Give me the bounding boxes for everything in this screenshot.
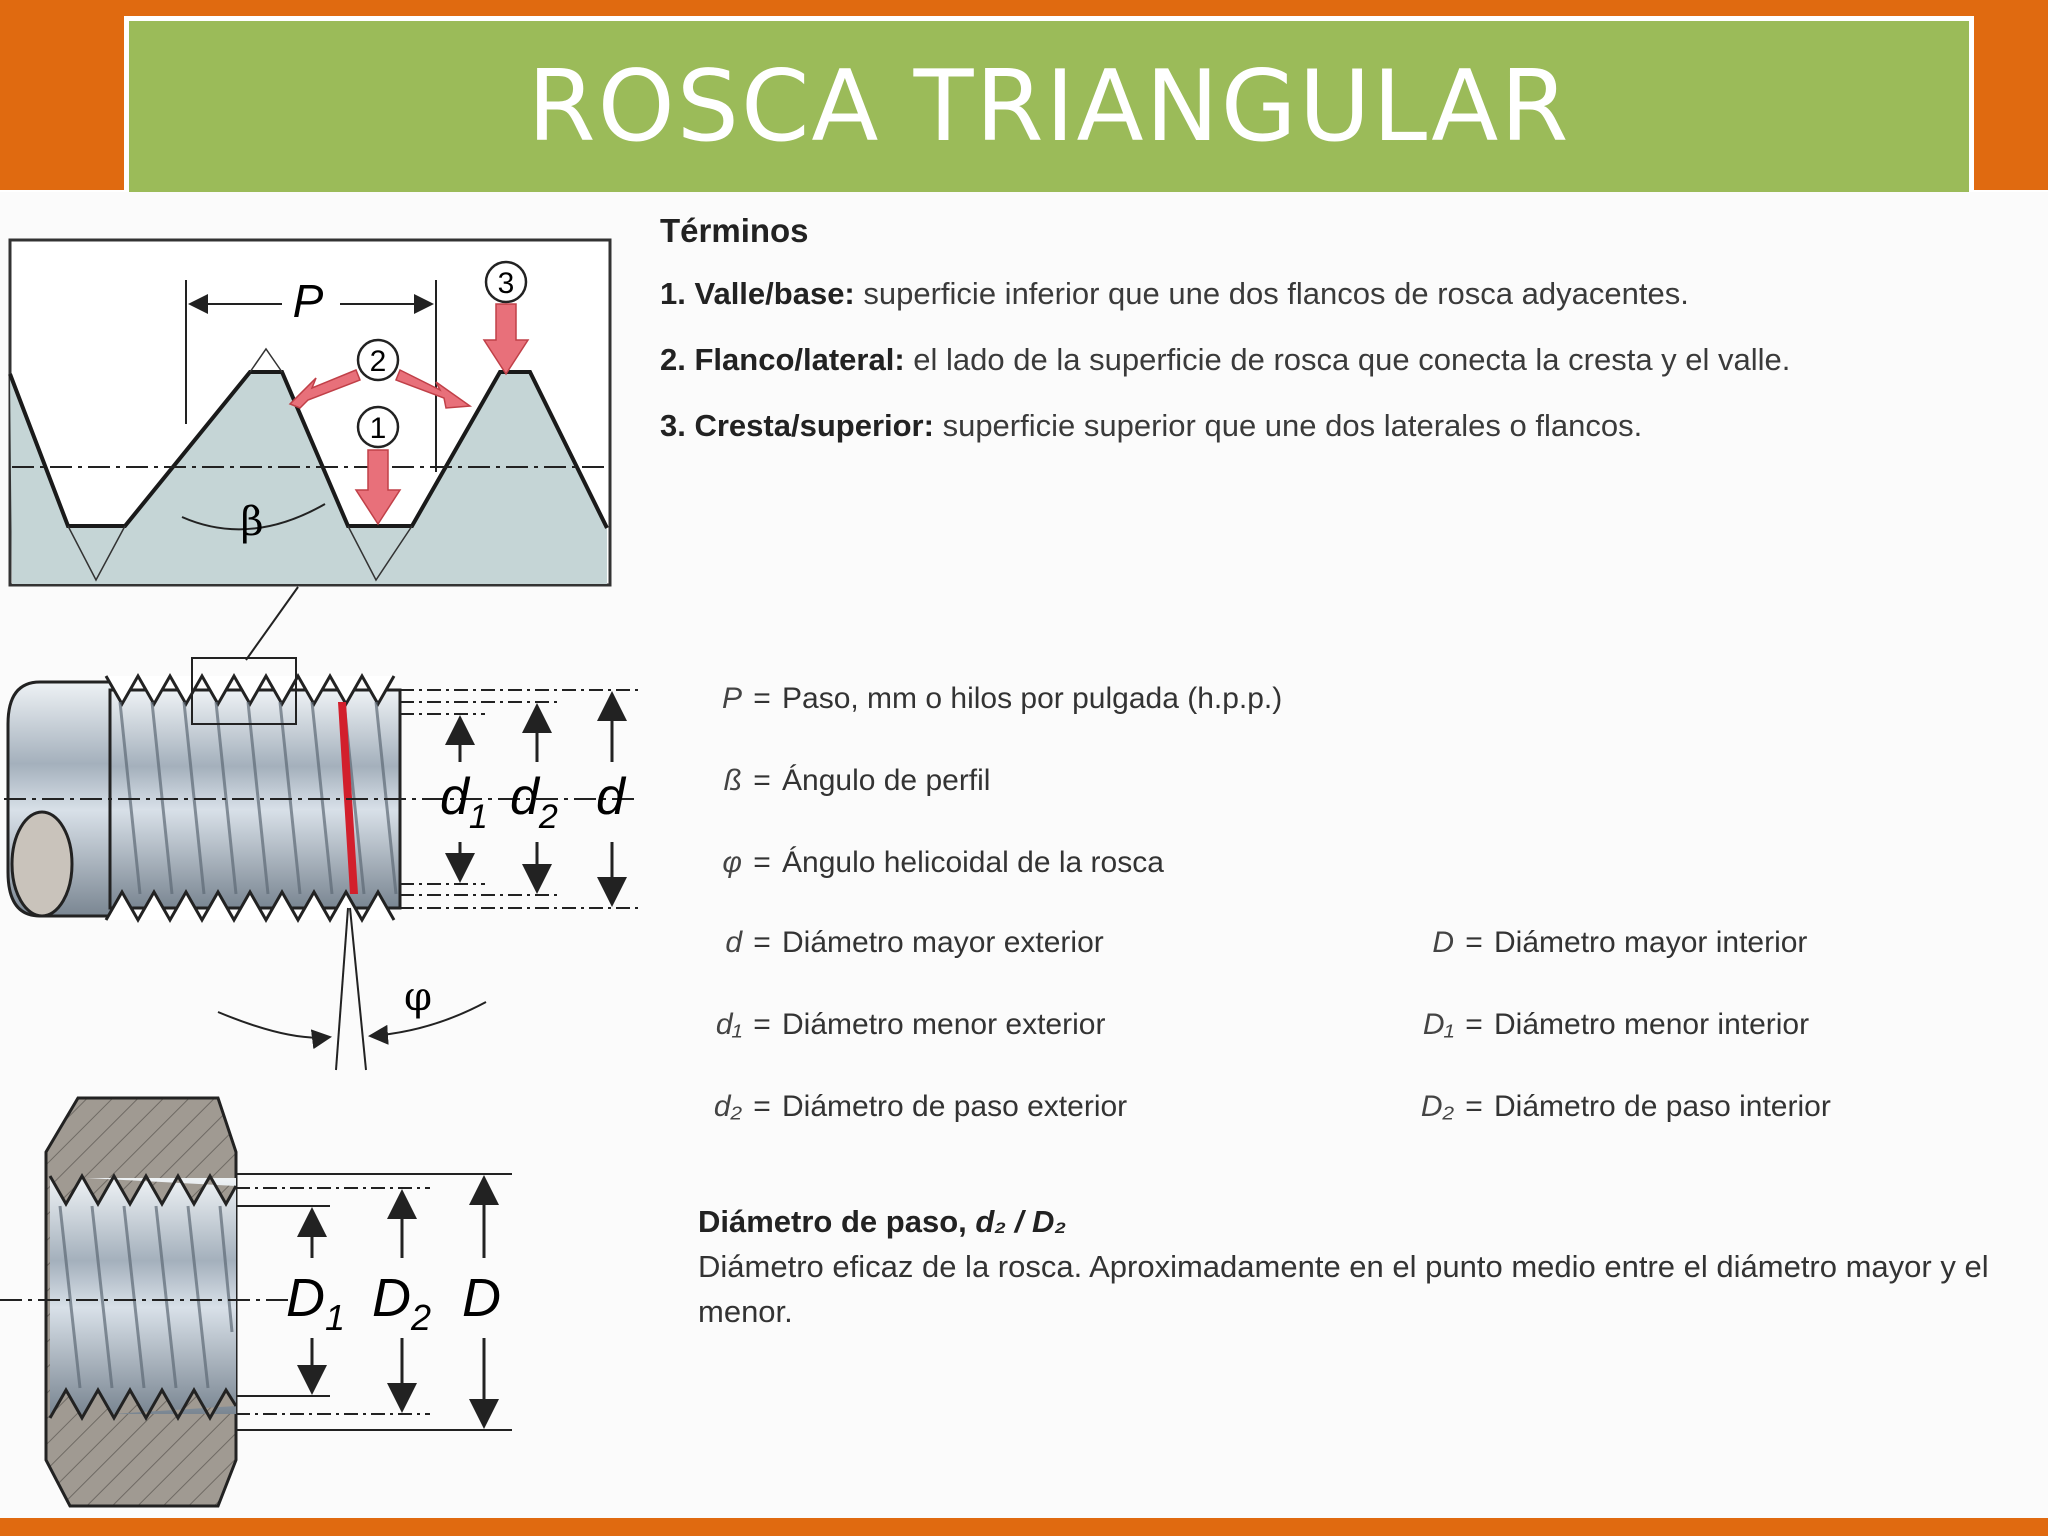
marker-1: 1 bbox=[369, 412, 387, 445]
terms-section bbox=[660, 212, 2040, 474]
definition-text: Diámetro mayor interior bbox=[1494, 926, 1808, 959]
pitch-label: P bbox=[292, 275, 324, 327]
term-1 bbox=[660, 276, 2040, 312]
definition-symbol: D₁ bbox=[1422, 1008, 1454, 1041]
marker-2: 2 bbox=[369, 345, 387, 378]
beta-label: β bbox=[240, 499, 264, 545]
equals-sign: = bbox=[753, 682, 771, 715]
d-label: d bbox=[596, 768, 625, 826]
thread-diagram bbox=[0, 192, 660, 1518]
definition-text: Diámetro menor exterior bbox=[782, 1008, 1106, 1041]
D-label: D bbox=[462, 1268, 501, 1328]
svg-text:d2 bbox=[510, 768, 558, 836]
definition-row bbox=[1412, 1090, 1831, 1124]
equals-sign: = bbox=[753, 926, 771, 959]
equals-sign: = bbox=[753, 764, 771, 797]
pitch-diameter-heading-text: Diámetro de paso, bbox=[698, 1204, 967, 1239]
definition-symbol: d bbox=[725, 926, 742, 959]
svg-text:D2 bbox=[372, 1268, 431, 1338]
definition-symbol: ß bbox=[723, 764, 742, 797]
pitch-diameter-symbols: d₂ / D₂ bbox=[975, 1204, 1067, 1239]
term-3-name: Cresta/superior: bbox=[694, 408, 934, 443]
d2-subscript: 2 bbox=[538, 798, 558, 836]
definition-symbol: P bbox=[721, 682, 742, 715]
D2-subscript: 2 bbox=[411, 1297, 432, 1338]
term-1-text: superficie inferior que une dos flancos de rosca adyacentes. bbox=[863, 276, 1689, 311]
D2-label: D bbox=[372, 1268, 411, 1328]
term-3-text: superficie superior que une dos laterales o flancos. bbox=[942, 408, 1643, 443]
equals-sign: = bbox=[753, 846, 771, 879]
definition-row bbox=[700, 682, 1282, 716]
D1-label: D bbox=[286, 1268, 325, 1328]
term-3-number: 3. bbox=[660, 408, 686, 443]
term-3 bbox=[660, 408, 2040, 444]
equals-sign: = bbox=[753, 1090, 771, 1123]
definition-row bbox=[700, 764, 990, 798]
equals-sign: = bbox=[1465, 926, 1483, 959]
d1-label: d bbox=[440, 768, 469, 826]
marker-3: 3 bbox=[497, 267, 515, 300]
term-2-text: el lado de la superficie de rosca que conecta la cresta y el valle. bbox=[913, 342, 1791, 377]
slide-title: ROSCA TRIANGULAR bbox=[527, 49, 1571, 164]
definition-text: Paso, mm o hilos por pulgada (h.p.p.) bbox=[782, 682, 1283, 715]
equals-sign: = bbox=[753, 1008, 771, 1041]
D1-subscript: 1 bbox=[325, 1297, 346, 1338]
definition-symbol: d₂ bbox=[713, 1090, 742, 1123]
helix-angle-label: φ bbox=[404, 974, 433, 1020]
title-banner bbox=[124, 16, 1974, 192]
definition-text: Ángulo de perfil bbox=[782, 764, 991, 797]
terms-heading: Términos bbox=[660, 212, 809, 249]
equals-sign: = bbox=[1465, 1008, 1483, 1041]
thread-profile-detail bbox=[10, 240, 610, 585]
pitch-diameter-text: Diámetro eficaz de la rosca. Aproximadamente en el punto medio entre el diámetro mayor y el menor. bbox=[698, 1248, 1989, 1329]
bottom-orange-band bbox=[0, 1518, 2048, 1536]
definition-row bbox=[700, 926, 1104, 960]
pitch-diameter-heading bbox=[698, 1200, 2038, 1245]
equals-sign: = bbox=[1465, 1090, 1483, 1123]
term-1-name: Valle/base: bbox=[694, 276, 855, 311]
pitch-diameter-section bbox=[698, 1200, 2038, 1335]
definition-text: Diámetro menor interior bbox=[1494, 1008, 1810, 1041]
term-2-number: 2. bbox=[660, 342, 686, 377]
definition-text: Diámetro de paso interior bbox=[1494, 1090, 1831, 1123]
definition-symbol: D₂ bbox=[1420, 1090, 1454, 1123]
definition-text: Diámetro de paso exterior bbox=[782, 1090, 1128, 1123]
term-2-name: Flanco/lateral: bbox=[694, 342, 905, 377]
definition-row bbox=[1412, 1008, 1809, 1042]
definition-symbol: φ bbox=[722, 846, 742, 879]
svg-text:d1 bbox=[440, 768, 488, 836]
nut-drawing bbox=[0, 1098, 512, 1506]
term-1-number: 1. bbox=[660, 276, 686, 311]
d1-subscript: 1 bbox=[468, 798, 488, 836]
definition-text: Ángulo helicoidal de la rosca bbox=[782, 846, 1164, 879]
definition-row bbox=[700, 846, 1164, 880]
term-2 bbox=[660, 342, 2040, 378]
definition-symbol: d₁ bbox=[715, 1008, 742, 1041]
definition-row bbox=[1412, 926, 1807, 960]
definition-symbol: D bbox=[1432, 926, 1454, 959]
definition-row bbox=[700, 1008, 1105, 1042]
svg-text:D1 bbox=[286, 1268, 345, 1338]
d2-label: d bbox=[510, 768, 539, 826]
bolt-drawing bbox=[4, 658, 640, 1070]
definition-text: Diámetro mayor exterior bbox=[782, 926, 1104, 959]
definition-row bbox=[700, 1090, 1127, 1124]
